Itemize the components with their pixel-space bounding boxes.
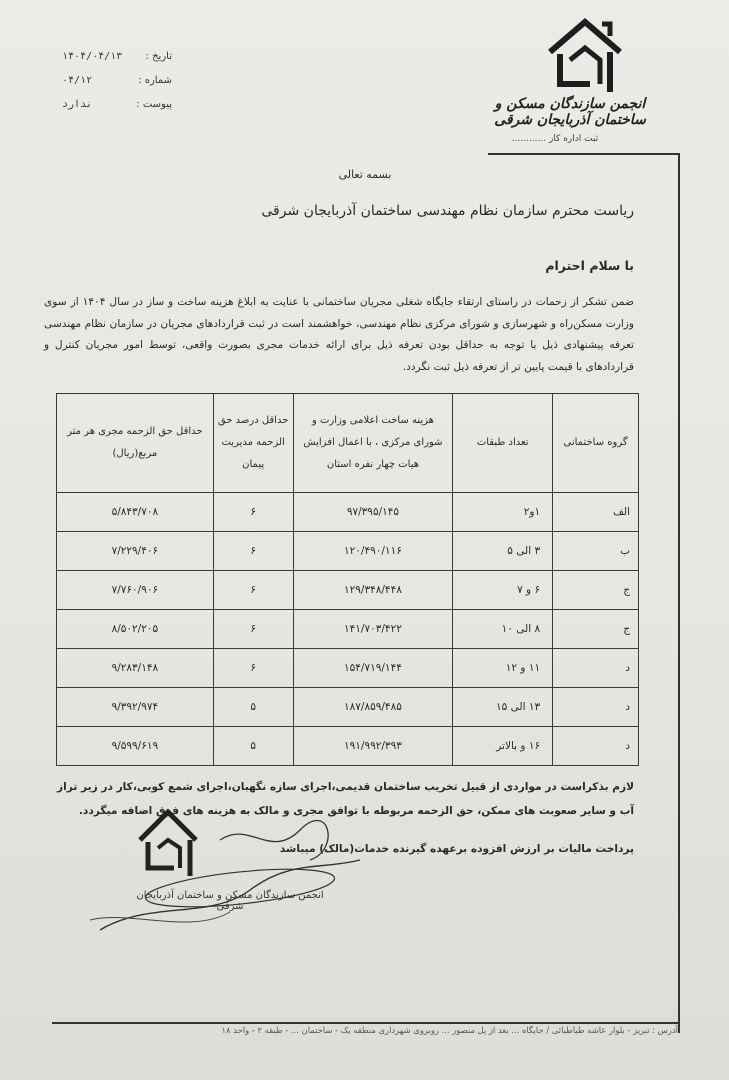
note-extra-costs: لازم بذکراست در مواردی از قبیل تخریب ساختمان قدیمی،اجرای سازه نگهبان،اجرای شمع کوبی،کار در زیر تراز آب و سایر صعوبت های ممکن، حق الزحمه مربوطه با توافق مجری و مالک به هزینه های فوق اضافه میگردد. — [57, 781, 634, 817]
cell-floors: ۸ الی ۱۰ — [453, 610, 553, 649]
meta-number-value: ۰۴/۱۲ — [62, 74, 93, 86]
meta-date-value: ۱۴۰۴/۰۴/۱۳ — [62, 50, 123, 62]
cell-percent: ۶ — [213, 493, 293, 532]
cell-percent: ۶ — [213, 571, 293, 610]
cell-cost: ۹۷/۳۹۵/۱۴۵ — [293, 493, 453, 532]
table-header-row — [57, 394, 639, 493]
meta-number — [62, 68, 172, 92]
table-row — [57, 610, 639, 649]
table-row — [57, 727, 639, 766]
cell-fee: ۷/۷۶۰/۹۰۶ — [57, 571, 214, 610]
frame-line-right — [678, 153, 680, 1033]
salutation: با سلام احترام — [545, 258, 634, 273]
header-cost: هزینه ساخت اعلامی وزارت و شورای مرکزی ، با اعمال افزایش هیات چهار نفره استان — [293, 394, 453, 493]
header-group: گروه ساختمانی — [553, 394, 639, 493]
frame-line-bottom — [52, 1022, 680, 1024]
table-row — [57, 532, 639, 571]
cell-floors: ۱۱ و ۱۲ — [453, 649, 553, 688]
cell-percent: ۶ — [213, 649, 293, 688]
meta-attachment — [62, 92, 172, 116]
note-vat: پرداخت مالیات بر ارزش افزوده برعهده گیرنده خدمات(مالک) میباشد — [279, 843, 634, 855]
header-percent: حداقل درصد حق الزحمه مدیریت پیمان — [213, 394, 293, 493]
cell-floors: ۱۳ الی ۱۵ — [453, 688, 553, 727]
cell-cost: ۱۹۱/۹۹۲/۳۹۳ — [293, 727, 453, 766]
cell-group: ج — [553, 571, 639, 610]
cell-group: ج — [553, 610, 639, 649]
cell-fee: ۹/۳۹۲/۹۷۴ — [57, 688, 214, 727]
cell-cost: ۱۸۷/۸۵۹/۴۸۵ — [293, 688, 453, 727]
letter-body: ضمن تشکر از زحمات در راستای ارتقاء جایگاه شغلی مجریان ساختمانی با عنایت به ابلاغ هزینه ساخت و ساز در سال ۱۴۰۴ از سوی وزارت مسکن‌راه و شهرسازی و شورای مرکزی نظام مهندسی، خواهشمند است در ثبت قراردادهای مجریان در سازمان نظام مهندسی تعرفه پیشنهادی ذیل با توجه به حداقل بودن تعرفه ذیل برای ارائه خدمات مجری بصورت واقعی، توسط امور مجریان کنترل و قراردادهای با قیمت پایین تر از تعرفه ذیل ثبت نگردد. — [44, 296, 634, 373]
addressee: ریاست محترم سازمان نظام مهندسی ساختمان آذربایجان شرقی — [261, 203, 634, 219]
org-registration: ثبت اداره کار ............ — [511, 134, 599, 144]
cell-group: د — [553, 649, 639, 688]
cell-floors: ۱۶ و بالاتر — [453, 727, 553, 766]
cell-percent: ۵ — [213, 727, 293, 766]
meta-date — [62, 44, 172, 68]
stamp-signature-icon — [70, 800, 370, 940]
cell-group: د — [553, 727, 639, 766]
cell-floors: ۱و۲ — [453, 493, 553, 532]
table-row — [57, 649, 639, 688]
cell-group: د — [553, 688, 639, 727]
meta-number-label: شماره : — [138, 74, 172, 86]
meta-attachment-value: ندارد — [62, 98, 93, 110]
cell-cost: ۱۲۹/۳۴۸/۴۴۸ — [293, 571, 453, 610]
cell-fee: ۸/۵۰۲/۲۰۵ — [57, 610, 214, 649]
org-name: انجمن سازندگان مسکن و ساختمان آذربایجان شرقی — [494, 96, 646, 128]
cell-cost: ۱۲۰/۴۹۰/۱۱۶ — [293, 532, 453, 571]
meta-attachment-label: پیوست : — [136, 98, 172, 110]
cell-fee: ۷/۲۲۹/۴۰۶ — [57, 532, 214, 571]
header-fee: حداقل حق الزحمه مجری هر متر مربع(ریال) — [57, 394, 214, 493]
basmala: بسمه تعالی — [338, 168, 392, 181]
cell-cost: ۱۵۴/۷۱۹/۱۴۴ — [293, 649, 453, 688]
house-logo-icon — [540, 14, 630, 94]
header-floors: تعداد طبقات — [453, 394, 553, 493]
cell-floors: ۳ الی ۵ — [453, 532, 553, 571]
cell-fee: ۹/۵۹۹/۶۱۹ — [57, 727, 214, 766]
letter-meta — [62, 44, 172, 116]
cell-floors: ۶ و ۷ — [453, 571, 553, 610]
footer-address: آدرس : تبریز - بلوار عاشه طباطبائی / جایگاه ... بعد از پل منصور ... روبروی شهرداری منطقه یک - ساختمان ... - طبقه ۲ - واحد ۱۸ — [221, 1025, 678, 1035]
cell-percent: ۶ — [213, 610, 293, 649]
frame-line-top — [488, 153, 678, 155]
table-row — [57, 571, 639, 610]
fee-table — [56, 393, 639, 766]
cell-group: الف — [553, 493, 639, 532]
cell-fee: ۹/۲۸۳/۱۴۸ — [57, 649, 214, 688]
table-row — [57, 493, 639, 532]
cell-percent: ۶ — [213, 532, 293, 571]
signature-label: انجمن سازندگان مسکن و ساختمان آذربایجان شرقی — [136, 890, 324, 912]
cell-group: ب — [553, 532, 639, 571]
cell-percent: ۵ — [213, 688, 293, 727]
cell-fee: ۵/۸۴۳/۷۰۸ — [57, 493, 214, 532]
table-row — [57, 688, 639, 727]
cell-cost: ۱۴۱/۷۰۳/۴۲۲ — [293, 610, 453, 649]
meta-date-label: تاریخ : — [145, 50, 172, 62]
